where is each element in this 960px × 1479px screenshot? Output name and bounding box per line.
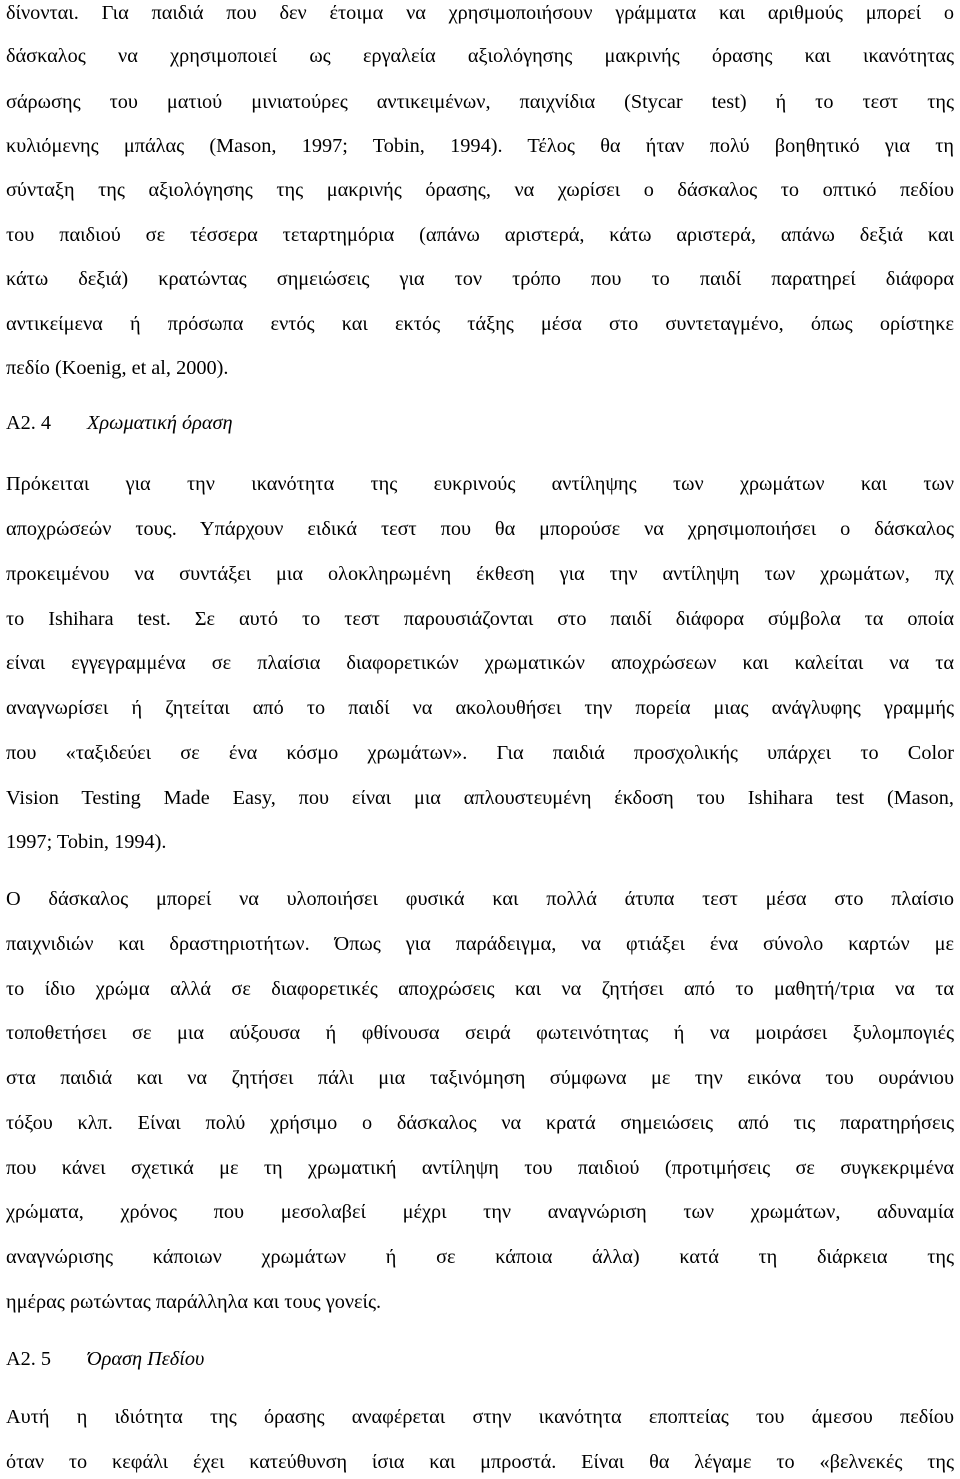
paragraph-4-line-2: όταν το κεφάλι έχει κατεύθυνση ίσια και μπροστά. Είναι θα λέγαμε το «βελνεκές της (6, 1451, 954, 1473)
paragraph-3-line-4: τοποθετήσει σε μια αύξουσα ή φθίνουσα σειρά φωτεινότητας ή να μοιράσει ξυλομπογιές (6, 1022, 954, 1044)
paragraph-3-line-2: παιχνιδιών και δραστηριοτήτων. Όπως για παράδειγμα, να φτιάξει ένα σύνολο καρτών με (6, 933, 954, 955)
paragraph-1-line-2: δάσκαλος να χρησιμοποιεί ως εργαλεία αξιολόγησης μακρινής όρασης και ικανότητας (6, 45, 954, 67)
paragraph-1-line-6: του παιδιού σε τέσσερα τεταρτημόρια (απάνω αριστερά, κάτω αριστερά, απάνω δεξιά και (6, 224, 954, 246)
paragraph-2-line-4: το Ishihara test. Σε αυτό το τεστ παρουσιάζονται στο παιδί διάφορα σύμβολα τα οποία (6, 608, 954, 630)
paragraph-1-line-3: σάρωσης του ματιού μινιατούρες αντικειμένων, παιχνίδια (Stycar test) ή το τεστ της (6, 91, 954, 113)
paragraph-3-line-8: χρώματα, χρόνος που μεσολαβεί μέχρι την αναγνώριση των χρωμάτων, αδυναμία (6, 1201, 954, 1223)
paragraph-2-line-3: προκειμένου να συντάξει μια ολοκληρωμένη έκθεση για την αντίληψη των χρωμάτων, πχ (6, 563, 954, 585)
paragraph-2-line-9: 1997; Tobin, 1994). (6, 831, 167, 853)
section-title: Όραση Πεδίου (87, 1348, 205, 1370)
paragraph-3-line-10: ημέρας ρωτώντας παράλληλα και τους γονείς. (6, 1291, 382, 1313)
paragraph-1-line-1: δίνονται. Για παιδιά που δεν έτοιμα να χρησιμοποιήσουν γράμματα και αριθμούς μπορεί ο (6, 2, 954, 24)
paragraph-4-line-1: Αυτή η ιδιότητα της όρασης αναφέρεται στην ικανότητα εποπτείας του άμεσου πεδίου (6, 1406, 954, 1428)
paragraph-3-line-7: που κάνει σχετικά με τη χρωματική αντίληψη του παιδιού (προτιμήσεις σε συγκεκριμένα (6, 1157, 954, 1179)
paragraph-2-line-2: αποχρώσεών τους. Υπάρχουν ειδικά τεστ που θα μπορούσε να χρησιμοποιήσει ο δάσκαλος (6, 518, 954, 540)
paragraph-3-line-6: τόξου κλπ. Είναι πολύ χρήσιμο ο δάσκαλος να κρατά σημειώσεις από τις παρατηρήσεις (6, 1112, 954, 1134)
paragraph-1-line-4: κυλιόμενης μπάλας (Mason, 1997; Tobin, 1994). Τέλος θα ήταν πολύ βοηθητικό για τη (6, 135, 954, 157)
paragraph-2-line-6: αναγνωρίσει ή ζητείται από το παιδί να ακολουθήσει την πορεία μιας ανάγλυφης γραμμής (6, 697, 954, 719)
paragraph-3-line-3: το ίδιο χρώμα αλλά σε διαφορετικές αποχρώσεις και να ζητήσει από το μαθητή/τρια να τα (6, 978, 954, 1000)
paragraph-3-line-1: Ο δάσκαλος μπορεί να υλοποιήσει φυσικά και πολλά άτυπα τεστ μέσα στο πλαίσιο (6, 888, 954, 910)
paragraph-1-line-8: αντικείμενα ή πρόσωπα εντός και εκτός τάξης μέσα στο συντεταγμένο, όπως ορίστηκε (6, 313, 954, 335)
section-title: Χρωματική όραση (87, 412, 233, 434)
section-number: Α2. 4 (6, 412, 52, 434)
paragraph-3-line-9: αναγνώρισης κάποιων χρωμάτων ή σε κάποια άλλα) κατά τη διάρκεια της (6, 1246, 954, 1268)
paragraph-1-line-5: σύνταξη της αξιολόγησης της μακρινής όρασης, να χωρίσει ο δάσκαλος το οπτικό πεδίου (6, 179, 954, 201)
paragraph-2-line-1: Πρόκειται για την ικανότητα της ευκρινούς αντίληψης των χρωμάτων και των (6, 473, 954, 495)
section-heading-a2-5 (6, 1346, 204, 1372)
paragraph-3-line-5: στα παιδιά και να ζητήσει πάλι μια ταξινόμηση σύμφωνα με την εικόνα του ουράνιου (6, 1067, 954, 1089)
section-number: Α2. 5 (6, 1348, 52, 1370)
paragraph-1-line-7: κάτω δεξιά) κρατώντας σημειώσεις για τον τρόπο που το παιδί παρατηρεί διάφορα (6, 268, 954, 290)
paragraph-2-line-5: είναι εγγεγραμμένα σε πλαίσια διαφορετικών χρωματικών αποχρώσεων και καλείται να τα (6, 652, 954, 674)
section-heading-a2-4 (6, 410, 233, 436)
paragraph-1-line-9: πεδίο (Koenig, et al, 2000). (6, 357, 229, 379)
paragraph-2-line-7: που «ταξιδεύει σε ένα κόσμο χρωμάτων». Για παιδιά προσχολικής υπάρχει το Color (6, 742, 954, 764)
paragraph-2-line-8: Vision Testing Made Easy, που είναι μια απλουστευμένη έκδοση του Ishihara test (Mason, (6, 787, 954, 809)
